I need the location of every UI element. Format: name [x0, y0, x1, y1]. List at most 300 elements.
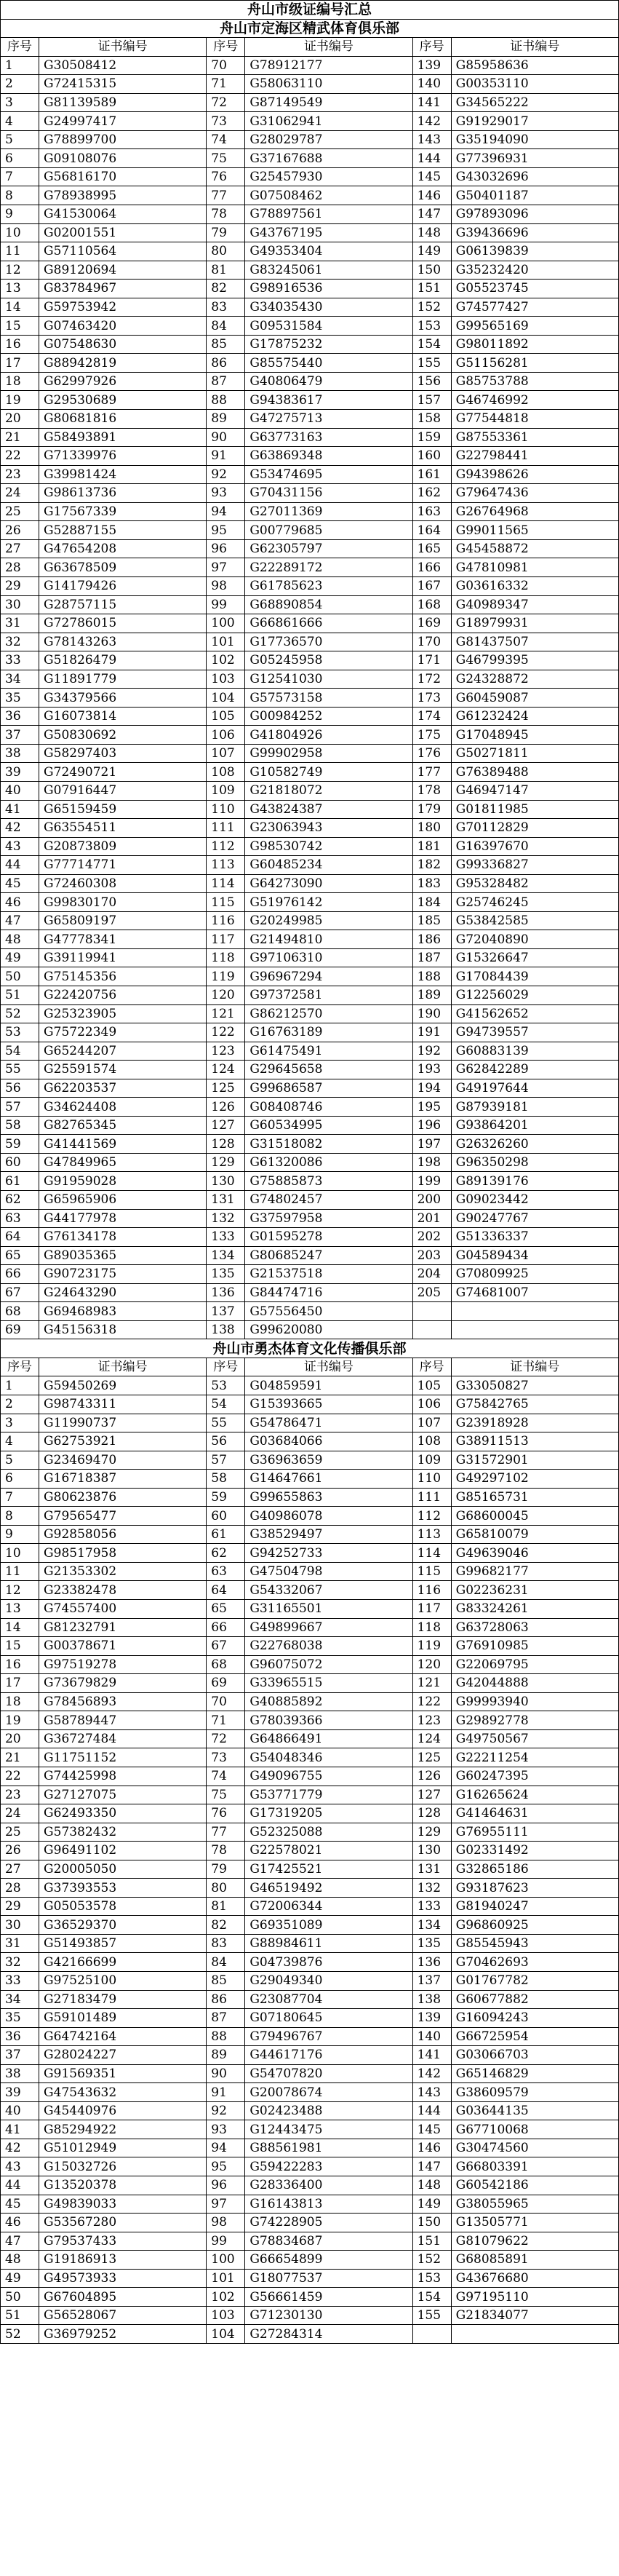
- seq-cell: 91: [207, 2083, 245, 2102]
- cert-cell: G78143263: [39, 633, 207, 651]
- cert-cell: G89139176: [451, 1172, 618, 1191]
- cert-cell: G85165731: [451, 1488, 618, 1507]
- seq-cell: 72: [207, 1729, 245, 1748]
- seq-cell: 134: [412, 1916, 451, 1935]
- cert-cell: G51336337: [451, 1228, 618, 1247]
- cert-cell: G39119941: [39, 948, 207, 967]
- cert-cell: G80623876: [39, 1488, 207, 1507]
- table-row: [1, 2120, 619, 2139]
- cert-cell: G66803391: [451, 2157, 618, 2176]
- seq-cell: 122: [207, 1023, 245, 1042]
- seq-cell: 31: [1, 1934, 39, 1953]
- seq-cell: 177: [412, 763, 451, 782]
- cert-cell: G79537433: [39, 2232, 207, 2251]
- cert-cell: G18077537: [245, 2269, 412, 2288]
- cert-cell: G87553361: [451, 428, 618, 447]
- cert-cell: G65809197: [39, 911, 207, 930]
- seq-cell: 1: [1, 56, 39, 75]
- seq-cell: 47: [1, 2232, 39, 2251]
- cert-cell: G67604895: [39, 2288, 207, 2307]
- seq-cell: 4: [1, 1432, 39, 1451]
- cert-cell: G51976142: [245, 893, 412, 912]
- seq-cell: 146: [412, 2139, 451, 2157]
- cert-cell: G98916536: [245, 280, 412, 298]
- cert-cell: G46519492: [245, 1879, 412, 1898]
- cert-cell: G15393665: [245, 1395, 412, 1414]
- table-row: [1, 1135, 619, 1154]
- cert-cell: G27127075: [39, 1786, 207, 1804]
- cert-cell: G82765345: [39, 1116, 207, 1135]
- seq-cell: 135: [412, 1934, 451, 1953]
- cert-cell: G33965515: [245, 1674, 412, 1693]
- seq-cell: 26: [1, 1842, 39, 1860]
- cert-cell: G07463420: [39, 317, 207, 336]
- cert-cell: G83324261: [451, 1600, 618, 1619]
- cert-cell: G99336827: [451, 856, 618, 875]
- seq-cell: 8: [1, 186, 39, 205]
- seq-cell: 30: [1, 595, 39, 614]
- table-row: [1, 2027, 619, 2046]
- cert-cell: G81139589: [39, 93, 207, 112]
- cert-cell: G70431156: [245, 484, 412, 503]
- cert-cell: G21494810: [245, 930, 412, 949]
- seq-cell: 14: [1, 1618, 39, 1637]
- seq-cell: 80: [207, 242, 245, 261]
- cert-cell: G85753788: [451, 372, 618, 391]
- seq-cell: 119: [207, 967, 245, 986]
- cert-cell: G43824387: [245, 800, 412, 819]
- seq-cell: 95: [207, 521, 245, 540]
- seq-cell: 138: [412, 1990, 451, 2009]
- cert-cell: G01811985: [451, 800, 618, 819]
- table-row: [1, 1488, 619, 1507]
- seq-cell: 11: [1, 1562, 39, 1581]
- cert-cell: G63554511: [39, 819, 207, 838]
- seq-cell: 19: [1, 391, 39, 410]
- cert-cell: G44177978: [39, 1209, 207, 1228]
- cert-cell: G24997417: [39, 112, 207, 131]
- cert-cell: G38911513: [451, 1432, 618, 1451]
- cert-cell: G23918928: [451, 1414, 618, 1432]
- seq-cell: 145: [412, 167, 451, 186]
- cert-cell: G38529497: [245, 1525, 412, 1544]
- seq-cell: 99: [207, 2232, 245, 2251]
- seq-cell: 107: [412, 1414, 451, 1432]
- cert-cell: G58789447: [39, 1711, 207, 1730]
- cert-cell: G02331492: [451, 1842, 618, 1860]
- seq-cell: 154: [412, 335, 451, 354]
- cert-cell: G69468983: [39, 1302, 207, 1321]
- table-row: [1, 948, 619, 967]
- seq-cell: 98: [207, 576, 245, 595]
- header-cert: 证书编号: [39, 38, 207, 57]
- seq-cell: 28: [1, 558, 39, 577]
- table-row: [1, 1265, 619, 1284]
- cert-cell: G20078674: [245, 2083, 412, 2102]
- cert-cell: G80685247: [245, 1246, 412, 1265]
- seq-cell: 125: [412, 1748, 451, 1767]
- cert-cell: G41804926: [245, 726, 412, 745]
- cert-cell: G29530689: [39, 391, 207, 410]
- cert-cell: G78897561: [245, 205, 412, 224]
- cert-cell: G97372581: [245, 986, 412, 1004]
- cert-cell: G72415315: [39, 75, 207, 94]
- cert-cell: G72786015: [39, 614, 207, 633]
- seq-cell: 22: [1, 447, 39, 466]
- header-cert: 证书编号: [245, 1358, 412, 1376]
- cert-cell: G78912177: [245, 56, 412, 75]
- table-row: [1, 2306, 619, 2325]
- seq-cell: 11: [1, 242, 39, 261]
- seq-cell: 204: [412, 1265, 451, 1284]
- seq-cell: 50: [1, 967, 39, 986]
- table-row: [1, 149, 619, 168]
- seq-cell: 76: [207, 1804, 245, 1823]
- cert-cell: G85575440: [245, 354, 412, 373]
- table-row: [1, 595, 619, 614]
- cert-cell: G29645658: [245, 1061, 412, 1079]
- seq-cell: 45: [1, 874, 39, 893]
- table-row: [1, 1692, 619, 1711]
- cert-cell: G32865186: [451, 1860, 618, 1879]
- cert-cell: G60534995: [245, 1116, 412, 1135]
- seq-cell: 71: [207, 75, 245, 94]
- seq-cell: 63: [1, 1209, 39, 1228]
- seq-cell: 201: [412, 1209, 451, 1228]
- table-row: [1, 874, 619, 893]
- table-row: [1, 391, 619, 410]
- cert-cell: G60677882: [451, 1990, 618, 2009]
- seq-cell: 25: [1, 1823, 39, 1842]
- table-row: [1, 1042, 619, 1061]
- cert-cell: G83245061: [245, 261, 412, 280]
- seq-cell: 155: [412, 354, 451, 373]
- seq-cell: 66: [1, 1265, 39, 1284]
- table-row: [1, 1116, 619, 1135]
- seq-cell: 46: [1, 893, 39, 912]
- cert-cell: G03684066: [245, 1432, 412, 1451]
- seq-cell: 101: [207, 633, 245, 651]
- cert-cell: G02236231: [451, 1581, 618, 1600]
- seq-cell: 38: [1, 744, 39, 763]
- seq-cell: 94: [207, 2139, 245, 2157]
- seq-cell: 37: [1, 726, 39, 745]
- cert-cell: G88561981: [245, 2139, 412, 2157]
- seq-cell: 12: [1, 261, 39, 280]
- cert-cell: G97525100: [39, 1971, 207, 1990]
- seq-cell: 105: [412, 1376, 451, 1395]
- cert-cell: G14647661: [245, 1470, 412, 1489]
- cert-cell: G50401187: [451, 186, 618, 205]
- cert-cell: G80681816: [39, 410, 207, 429]
- section-title-row: [1, 1339, 619, 1358]
- cert-cell: G62305797: [245, 539, 412, 558]
- seq-cell: 67: [1, 1283, 39, 1302]
- table-row: [1, 335, 619, 354]
- cert-cell: G66861666: [245, 614, 412, 633]
- cert-cell: G02001551: [39, 223, 207, 242]
- cert-cell: G92858056: [39, 1525, 207, 1544]
- seq-cell: 45: [1, 2195, 39, 2214]
- seq-cell: 29: [1, 576, 39, 595]
- header-cert: 证书编号: [451, 1358, 618, 1376]
- seq-cell: 107: [207, 744, 245, 763]
- cert-cell: G93864201: [451, 1116, 618, 1135]
- seq-cell: 24: [1, 1804, 39, 1823]
- cert-cell: G53474695: [245, 465, 412, 484]
- table-row: [1, 763, 619, 782]
- seq-cell: 53: [1, 1023, 39, 1042]
- seq-cell: 88: [207, 391, 245, 410]
- cert-cell: G04589434: [451, 1246, 618, 1265]
- seq-cell: 67: [207, 1637, 245, 1656]
- cert-cell: G17875232: [245, 335, 412, 354]
- cert-cell: G75842765: [451, 1395, 618, 1414]
- seq-cell: 147: [412, 2157, 451, 2176]
- seq-cell: 125: [207, 1079, 245, 1098]
- cert-cell: G25591574: [39, 1061, 207, 1079]
- table-row: [1, 1061, 619, 1079]
- table-row: [1, 2101, 619, 2120]
- cert-cell: G62203537: [39, 1079, 207, 1098]
- seq-cell: 110: [412, 1470, 451, 1489]
- cert-cell: G53771779: [245, 1786, 412, 1804]
- seq-cell: 91: [207, 447, 245, 466]
- table-row: [1, 75, 619, 94]
- cert-cell: G61785623: [245, 576, 412, 595]
- cert-cell: G49096755: [245, 1767, 412, 1786]
- seq-cell: 93: [207, 2120, 245, 2139]
- seq-cell: 150: [412, 261, 451, 280]
- seq-cell: 92: [207, 2101, 245, 2120]
- table-row: [1, 2251, 619, 2270]
- cert-cell: G16397670: [451, 837, 618, 856]
- seq-cell: 126: [207, 1098, 245, 1117]
- seq-cell: 6: [1, 1470, 39, 1489]
- seq-cell: 81: [207, 261, 245, 280]
- cert-cell: G23063943: [245, 819, 412, 838]
- cert-cell: G23382478: [39, 1581, 207, 1600]
- cert-cell: G63728063: [451, 1618, 618, 1637]
- cert-cell: G70809925: [451, 1265, 618, 1284]
- cert-cell: G49839033: [39, 2195, 207, 2214]
- table-row: [1, 2009, 619, 2028]
- cert-cell: G69351089: [245, 1916, 412, 1935]
- seq-cell: 174: [412, 707, 451, 726]
- table-row: [1, 2157, 619, 2176]
- table-row: [1, 1897, 619, 1916]
- cert-cell: G57556450: [245, 1302, 412, 1321]
- table-row: [1, 1414, 619, 1432]
- seq-cell: 154: [412, 2288, 451, 2307]
- cert-cell: G11751152: [39, 1748, 207, 1767]
- cert-cell: G96350298: [451, 1153, 618, 1172]
- seq-cell: 35: [1, 2009, 39, 2028]
- cert-cell: G71230130: [245, 2306, 412, 2325]
- seq-cell: 116: [412, 1581, 451, 1600]
- seq-cell: 1: [1, 1376, 39, 1395]
- cert-cell: G49353404: [245, 242, 412, 261]
- seq-cell: 57: [1, 1098, 39, 1117]
- cert-cell: G16143813: [245, 2195, 412, 2214]
- table-row: [1, 1432, 619, 1451]
- seq-cell: 151: [412, 280, 451, 298]
- table-row: [1, 410, 619, 429]
- cert-cell: G39981424: [39, 465, 207, 484]
- cert-cell: G29049340: [245, 1971, 412, 1990]
- cert-cell: G45458872: [451, 539, 618, 558]
- table-row: [1, 856, 619, 875]
- cert-cell: G74557400: [39, 1600, 207, 1619]
- seq-cell: 70: [207, 56, 245, 75]
- cert-cell: G94398626: [451, 465, 618, 484]
- seq-cell: 142: [412, 112, 451, 131]
- seq-cell: 105: [207, 707, 245, 726]
- table-row: [1, 354, 619, 373]
- seq-cell: 179: [412, 800, 451, 819]
- cert-cell: G17567339: [39, 502, 207, 521]
- table-row: [1, 1804, 619, 1823]
- seq-cell: 203: [412, 1246, 451, 1265]
- seq-cell: 169: [412, 614, 451, 633]
- seq-cell: 21: [1, 428, 39, 447]
- cert-cell: G77714771: [39, 856, 207, 875]
- cert-cell: G60485234: [245, 856, 412, 875]
- seq-cell: 52: [1, 2325, 39, 2344]
- cert-cell: G09023442: [451, 1191, 618, 1210]
- seq-cell: 141: [412, 93, 451, 112]
- cert-cell: G60247395: [451, 1767, 618, 1786]
- seq-cell: 75: [207, 149, 245, 168]
- seq-cell: 158: [412, 410, 451, 429]
- seq-cell: 70: [207, 1692, 245, 1711]
- cert-cell: G72460308: [39, 874, 207, 893]
- cert-cell: G71339976: [39, 447, 207, 466]
- cert-cell: G22798441: [451, 447, 618, 466]
- cert-cell: G96967294: [245, 967, 412, 986]
- seq-cell: 87: [207, 372, 245, 391]
- header-seq: 序号: [1, 38, 39, 57]
- table-row: [1, 819, 619, 838]
- cert-cell: G65810079: [451, 1525, 618, 1544]
- seq-cell: 15: [1, 1637, 39, 1656]
- seq-cell: 22: [1, 1767, 39, 1786]
- table-row: [1, 930, 619, 949]
- cert-cell: G00779685: [245, 521, 412, 540]
- cert-cell: G81437507: [451, 633, 618, 651]
- seq-cell: 59: [207, 1488, 245, 1507]
- seq-cell: 55: [207, 1414, 245, 1432]
- seq-cell: 109: [207, 781, 245, 800]
- cert-cell: G97195110: [451, 2288, 618, 2307]
- table-row: [1, 911, 619, 930]
- seq-cell: 23: [1, 465, 39, 484]
- seq-cell: 157: [412, 391, 451, 410]
- seq-cell: 51: [1, 986, 39, 1004]
- cert-cell: G25746245: [451, 893, 618, 912]
- seq-cell: 36: [1, 2027, 39, 2046]
- seq-cell: 82: [207, 280, 245, 298]
- table-row: [1, 2176, 619, 2195]
- seq-cell: 71: [207, 1711, 245, 1730]
- cert-cell: G94252733: [245, 1544, 412, 1563]
- table-row: [1, 223, 619, 242]
- header-seq: 序号: [207, 1358, 245, 1376]
- seq-cell: 59: [1, 1135, 39, 1154]
- seq-cell: 25: [1, 502, 39, 521]
- seq-cell: 83: [207, 298, 245, 317]
- header-row: [1, 38, 619, 57]
- cert-cell: G10582749: [245, 763, 412, 782]
- cert-cell: G47654208: [39, 539, 207, 558]
- seq-cell: 117: [412, 1600, 451, 1619]
- table-row: [1, 484, 619, 503]
- seq-cell: 106: [207, 726, 245, 745]
- seq-cell: 37: [1, 2046, 39, 2065]
- cert-cell: G74228905: [245, 2214, 412, 2232]
- cert-cell: G78938995: [39, 186, 207, 205]
- cert-cell: G42166699: [39, 1953, 207, 1972]
- cert-cell: G98743311: [39, 1395, 207, 1414]
- table-row: [1, 539, 619, 558]
- seq-cell: 167: [412, 576, 451, 595]
- seq-cell: 86: [207, 1990, 245, 2009]
- header-seq: 序号: [207, 38, 245, 57]
- cert-cell: G45440976: [39, 2101, 207, 2120]
- table-row: [1, 670, 619, 689]
- seq-cell: 93: [207, 484, 245, 503]
- seq-cell: 5: [1, 130, 39, 149]
- cert-cell: [451, 1302, 618, 1321]
- cert-cell: G74802457: [245, 1191, 412, 1210]
- cert-cell: G43032696: [451, 167, 618, 186]
- table-row: [1, 967, 619, 986]
- cert-cell: G47543632: [39, 2083, 207, 2102]
- cert-cell: G99620080: [245, 1320, 412, 1339]
- cert-cell: G72006344: [245, 1897, 412, 1916]
- seq-cell: 110: [207, 800, 245, 819]
- table-row: [1, 1004, 619, 1023]
- table-row: [1, 893, 619, 912]
- cert-cell: G30508412: [39, 56, 207, 75]
- seq-cell: 10: [1, 1544, 39, 1563]
- table-row: [1, 1748, 619, 1767]
- cert-cell: G87149549: [245, 93, 412, 112]
- seq-cell: 100: [207, 2251, 245, 2270]
- cert-cell: G02423488: [245, 2101, 412, 2120]
- cert-cell: G15326647: [451, 948, 618, 967]
- cert-cell: G96491102: [39, 1842, 207, 1860]
- seq-cell: 97: [207, 2195, 245, 2214]
- cert-cell: G91569351: [39, 2064, 207, 2083]
- table-row: [1, 317, 619, 336]
- cert-cell: G78039366: [245, 1711, 412, 1730]
- seq-cell: 95: [207, 2157, 245, 2176]
- seq-cell: 171: [412, 651, 451, 670]
- cert-cell: G94383617: [245, 391, 412, 410]
- table-row: [1, 93, 619, 112]
- table-row: [1, 1246, 619, 1265]
- seq-cell: 160: [412, 447, 451, 466]
- cert-cell: G97519278: [39, 1655, 207, 1674]
- cert-cell: G96075072: [245, 1655, 412, 1674]
- seq-cell: 69: [1, 1320, 39, 1339]
- cert-cell: G21834077: [451, 2306, 618, 2325]
- seq-cell: 189: [412, 986, 451, 1004]
- table-row: [1, 2083, 619, 2102]
- cert-cell: G01595278: [245, 1228, 412, 1247]
- seq-cell: 27: [1, 1860, 39, 1879]
